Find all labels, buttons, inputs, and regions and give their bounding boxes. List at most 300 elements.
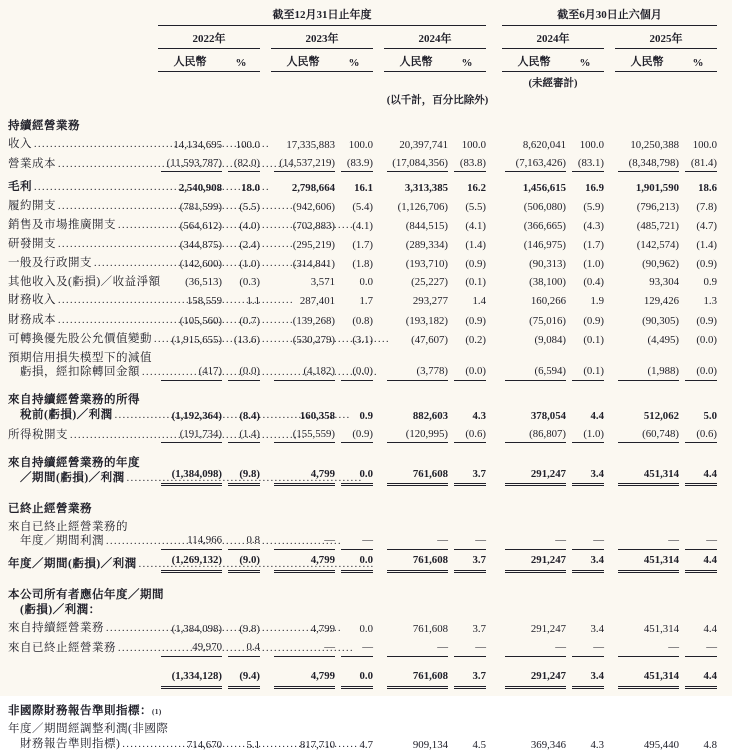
currency-label: 人民幣 [615,53,679,72]
amount-cell: 451,314 [643,622,679,635]
column-gap [373,633,384,637]
percent-cell: (82.0) [228,152,260,172]
percent-cell: — [685,636,717,656]
amount-cell: 451,314 [618,463,679,486]
period-header-interim: 截至6月30日止六個月 [502,6,717,26]
amount-cell: (75,016) [529,314,566,327]
table-body [8,115,732,752]
column-gap [486,149,502,153]
percent-cell: (9.8) [228,463,260,486]
column-gap [486,633,502,637]
column-gap [373,211,384,215]
percent-cell: 100.0 [692,138,717,151]
column-gap [260,377,271,381]
percent-cell: 1.1 [246,295,260,308]
column-gap [486,169,502,173]
column-gap [260,211,271,215]
percent-cell: 0.8 [228,530,260,550]
amount-cell: 495,440 [643,738,679,751]
leader-dots [58,237,157,253]
percent-cell: (3.1) [352,333,373,346]
amount-cell: (38,100) [529,276,566,289]
percent-cell: — [454,530,486,550]
amount-cell: (86,807) [505,423,566,443]
amount-cell: (36,513) [185,276,222,289]
amount-cell: 49,970 [161,636,222,656]
row-label: 研發開支 ..... [8,234,158,253]
currency-label: 人民幣 [384,53,448,72]
percent-cell: — [341,636,373,656]
amount-cell: 8,620,041 [522,138,566,151]
row-label: 年度／期間經調整利潤(非國際 財務報告準則指標) ..... [8,719,158,752]
amount-cell: (155,559) [274,423,335,443]
amount-cell: 129,426 [643,295,679,308]
row-label-line2: (虧損)／利潤： [20,603,101,616]
column-gap [486,420,502,424]
amount-cell: 761,608 [387,463,448,486]
column-gap [604,420,615,424]
percent-cell: 3.7 [454,666,486,689]
row-label: 所得稅開支 ..... [8,424,158,443]
amount-cell: 4,799 [310,622,335,635]
amount-cell: (120,995) [387,423,448,443]
row-label: 收入 ..... [8,133,158,152]
amount-cell: — [618,530,679,550]
percent-cell: (8.4) [239,409,260,422]
percent-cell: 4.3 [590,738,604,751]
column-gap [373,344,384,348]
column-gap [260,633,271,637]
column-gap [260,149,271,153]
column-gap [486,305,502,309]
percent-cell: 0.9 [703,276,717,289]
percent-cell: (1.4) [696,239,717,252]
year-header-row [8,30,732,49]
percent-cell: (0.9) [341,423,373,443]
amount-cell: (366,665) [523,220,566,233]
percent-cell: (0.9) [583,314,604,327]
table-row [8,636,732,656]
amount-cell: (8,348,798) [618,152,679,172]
percent-cell: (1.0) [583,258,604,271]
row-label: 已終止經營業務 [8,502,92,515]
column-gap [260,230,271,234]
row-label-line2: ／期間(虧損)／利潤 [20,471,125,484]
amount-cell: (6,594) [505,361,566,381]
year-header-2022: 2022年 [158,30,260,49]
row-label: 來自已終止經營業務 ..... [8,637,158,656]
percent-cell: (4.7) [696,220,717,233]
column-gap [373,546,384,550]
table-row [8,516,732,550]
column-gap [260,286,271,290]
leader-dots [94,256,157,272]
percent-cell: 16.1 [354,181,373,194]
row-label: 可轉換優先股公允價值變動 ..... [8,328,158,347]
table-row [8,133,732,152]
amount-cell: (17,084,356) [387,152,448,172]
percent-cell: (9.4) [228,666,260,689]
percent-cell: 0.4 [228,636,260,656]
column-gap [373,149,384,153]
column-gap [260,324,271,328]
percent-cell: 100.0 [461,138,486,151]
percent-cell: — [572,530,604,550]
percent-cell: (1.4) [228,423,260,443]
percent-label: % [448,57,486,72]
column-gap [373,324,384,328]
amount-cell: 4,799 [274,666,335,689]
table-row [8,666,732,689]
percent-cell: (0.7) [239,314,260,327]
column-gap [373,249,384,253]
amount-cell: 1,456,615 [522,181,566,194]
amount-cell: 817,710 [299,738,335,751]
amount-cell: (1,269,132) [161,550,222,573]
leader-dots [34,137,157,153]
column-gap [260,169,271,173]
amount-cell: (142,574) [636,239,679,252]
amount-cell: 160,358 [299,409,335,422]
column-gap [604,633,615,637]
table-row [8,234,732,253]
column-gap [604,305,615,309]
percent-cell: 4.5 [472,738,486,751]
column-gap [260,249,271,253]
percent-cell: (0.4) [583,276,604,289]
table-row [8,423,732,443]
percent-cell: 0.0 [359,276,373,289]
amount-cell: (47,607) [411,333,448,346]
column-gap [260,653,271,657]
percent-cell: 18.6 [698,181,717,194]
percent-cell: 1.7 [359,295,373,308]
row-label-line2: 年度／期間利潤 [20,535,104,548]
leader-dots [142,365,157,381]
percent-cell: (2.4) [239,239,260,252]
column-gap [260,685,271,689]
amount-cell: (90,305) [642,314,679,327]
amount-cell: (1,384,098) [161,463,222,486]
row-label: 非國際財務報告準則指標： (1) [8,705,162,718]
leader-dots [118,641,157,657]
column-gap [373,685,384,689]
units-note-row [8,92,732,107]
column-gap [604,377,615,381]
amount-cell: (1,915,655) [171,333,222,346]
percent-cell: (4.3) [583,220,604,233]
row-label-line2: 虧損，經扣除轉回金額 [20,366,140,379]
amount-cell: 287,401 [299,295,335,308]
amount-cell: 93,304 [649,276,679,289]
percent-cell: 100.0 [579,138,604,151]
column-gap [486,482,502,486]
amount-cell: (11,593,787) [161,152,222,172]
leader-dots [106,534,157,550]
amount-cell: 291,247 [505,666,566,689]
percent-cell: 3.4 [590,622,604,635]
row-label: 來自持續經營業務的所得 稅前(虧損)／利潤 ..... [8,390,158,424]
row-label: 本公司所有者應佔年度／期間 (虧損)／利潤： [8,589,164,616]
percent-cell: (0.1) [465,276,486,289]
percent-cell: 18.0 [241,181,260,194]
percent-label: % [566,57,604,72]
amount-cell: (191,734) [161,423,222,443]
percent-cell: 4.4 [685,463,717,486]
amount-cell: (7,163,426) [505,152,566,172]
percent-cell: (5.5) [239,200,260,213]
amount-cell: 20,397,741 [399,138,448,151]
column-gap [486,569,502,573]
column-gap [260,420,271,424]
column-gap [604,286,615,290]
amount-cell: (702,883) [292,220,335,233]
percent-cell: (9.8) [239,622,260,635]
column-gap [486,653,502,657]
percent-cell: 0.0 [341,550,373,573]
column-gap [486,192,502,196]
percent-cell: 3.7 [454,550,486,573]
column-gap [604,546,615,550]
percent-cell: 1.4 [472,295,486,308]
percent-cell: (13.6) [233,333,260,346]
table-row [8,253,732,272]
amount-cell: (314,841) [292,258,335,271]
percent-cell: (0.0) [228,361,260,381]
table-row [8,214,732,233]
row-label: 銷售及市場推廣開支 ..... [8,214,158,233]
leader-dots [58,293,157,309]
row-label: 毛利 ..... [8,176,158,195]
percent-cell: (1.7) [583,239,604,252]
row-label: 財務成本 ..... [8,309,158,328]
leader-dots [58,313,157,329]
amount-cell: (344,875) [179,239,222,252]
amount-cell: (844,515) [405,220,448,233]
column-gap [486,230,502,234]
amount-cell: (485,721) [636,220,679,233]
amount-cell: 114,966 [161,530,222,550]
table-row [8,290,732,309]
leader-dots [106,621,157,637]
column-gap [373,230,384,234]
amount-cell: 4,799 [274,463,335,486]
amount-cell: 158,559 [186,295,222,308]
amount-cell: (781,599) [179,200,222,213]
percent-cell: 3.4 [572,666,604,689]
percent-cell: 4.4 [703,622,717,635]
units-note: (以千計，百分比除外) [386,95,489,106]
row-label: 財務收入 ..... [8,290,158,309]
column-gap [373,482,384,486]
column-gap [260,344,271,348]
column-gap [486,440,502,444]
percent-label: % [222,57,260,72]
percent-cell: 16.2 [467,181,486,194]
column-gap [486,249,502,253]
leader-dots [34,180,157,196]
percent-label: % [335,57,373,72]
row-label: 其他收入及(虧損)／收益淨額 [8,276,161,289]
amount-cell: 3,571 [310,276,335,289]
table-row [8,452,732,486]
percent-cell: (5.9) [583,200,604,213]
amount-cell: 451,314 [618,666,679,689]
amount-cell: (295,219) [292,239,335,252]
column-gap [604,230,615,234]
percent-cell: (0.0) [341,361,373,381]
row-label-line2: 稅前(虧損)／利潤 [20,408,113,421]
percent-cell: (0.8) [352,314,373,327]
amount-cell: 882,603 [412,409,448,422]
percent-cell: (0.0) [454,361,486,381]
row-label: 持續經營業務 [8,119,80,132]
percent-cell: (1.0) [239,258,260,271]
amount-cell: 369,346 [530,738,566,751]
amount-cell: (1,126,706) [397,200,448,213]
amount-cell: (139,268) [292,314,335,327]
column-gap [373,169,384,173]
percent-cell: (4.1) [352,220,373,233]
percent-cell: (0.9) [465,258,486,271]
amount-cell: (193,710) [405,258,448,271]
percent-cell: 4.8 [703,738,717,751]
column-gap [260,268,271,272]
table-row [8,176,732,195]
amount-cell: 909,134 [412,738,448,751]
row-label: 營業成本 ..... [8,153,158,172]
amount-cell: (9,084) [534,333,566,346]
amount-cell: — [387,636,448,656]
row-label: 預期信用損失模型下的減值 虧損，經扣除轉回金額 ..... [8,347,158,381]
column-gap [486,546,502,550]
amount-cell: (1,384,098) [171,622,222,635]
column-gap [604,192,615,196]
column-gap [604,440,615,444]
percent-cell: (4.1) [465,220,486,233]
table-row [8,347,732,381]
percent-cell: (0.6) [685,423,717,443]
column-gap [373,305,384,309]
amount-cell: (14,537,219) [274,152,335,172]
column-gap [373,377,384,381]
amount-cell: (25,227) [411,276,448,289]
amount-cell: 512,062 [643,409,679,422]
period-header-annual: 截至12月31日止年度 [158,6,486,26]
percent-cell: (5.4) [352,200,373,213]
leader-dots [122,737,157,752]
column-gap [373,440,384,444]
percent-cell: (0.9) [696,258,717,271]
percent-cell: 100.0 [235,138,260,151]
leader-dots [115,408,157,424]
column-gap [486,211,502,215]
section-row [8,498,732,516]
amount-cell: 2,798,664 [291,181,335,194]
column-gap [260,482,271,486]
leader-dots [58,157,157,173]
percent-cell: 3.7 [454,463,486,486]
column-gap [373,420,384,424]
percent-cell: (7.8) [696,200,717,213]
percent-cell: (1.0) [572,423,604,443]
amount-cell: (90,313) [529,258,566,271]
amount-cell: — [274,636,335,656]
column-gap [604,169,615,173]
amount-cell: (289,334) [405,239,448,252]
leader-dots [58,199,157,215]
amount-cell: 10,250,388 [630,138,679,151]
amount-cell: (506,080) [523,200,566,213]
percent-cell: (0.9) [465,314,486,327]
percent-cell: (0.1) [572,361,604,381]
amount-cell: 160,266 [530,295,566,308]
percent-cell: 0.0 [359,622,373,635]
percent-cell: 3.4 [572,550,604,573]
percent-cell: 16.9 [585,181,604,194]
amount-cell: (530,279) [292,333,335,346]
amount-cell: 451,314 [618,550,679,573]
amount-cell: (4,182) [274,361,335,381]
column-gap [604,344,615,348]
unaudited-note: (未經審計) [528,78,578,89]
year-header-2024: 2024年 [384,30,486,49]
row-label: 來自已終止經營業務的 年度／期間利潤 ..... [8,516,158,550]
amount-cell: 291,247 [505,463,566,486]
percent-cell: (81.4) [685,152,717,172]
percent-cell: 3.4 [572,463,604,486]
amount-cell: (1,192,364) [171,409,222,422]
column-gap [604,211,615,215]
column-gap [260,440,271,444]
currency-label: 人民幣 [271,53,335,72]
column-gap [486,286,502,290]
amount-cell: (417) [161,361,222,381]
percent-cell: 0.0 [341,666,373,689]
percent-cell: 0.9 [359,409,373,422]
amount-cell: (796,213) [636,200,679,213]
percent-cell: 4.7 [359,738,373,751]
percent-cell: 5.0 [703,409,717,422]
percent-cell: (0.0) [696,333,717,346]
amount-cell: 714,670 [186,738,222,751]
column-gap [260,305,271,309]
amount-cell: — [618,636,679,656]
amount-cell: 378,054 [530,409,566,422]
amount-cell: (142,600) [179,258,222,271]
amount-cell: — [387,530,448,550]
amount-cell: (1,988) [618,361,679,381]
amount-cell: 14,134,695 [173,138,222,151]
table-row [8,328,732,347]
column-gap [486,685,502,689]
unaudited-note-row [8,75,732,90]
percent-cell: (0.1) [583,333,604,346]
column-gap [604,685,615,689]
year-header-2023: 2023年 [271,30,373,49]
column-gap [486,377,502,381]
column-gap [373,569,384,573]
amount-cell: — [505,636,566,656]
percent-cell: 4.3 [472,409,486,422]
amount-cell: — [274,530,335,550]
row-label: 一般及行政開支 ..... [8,253,158,272]
percent-cell: (5.5) [465,200,486,213]
year-header-2024-interim: 2024年 [502,30,604,49]
percent-cell: — [685,530,717,550]
table-row [8,617,732,636]
percent-cell: (9.0) [228,550,260,573]
